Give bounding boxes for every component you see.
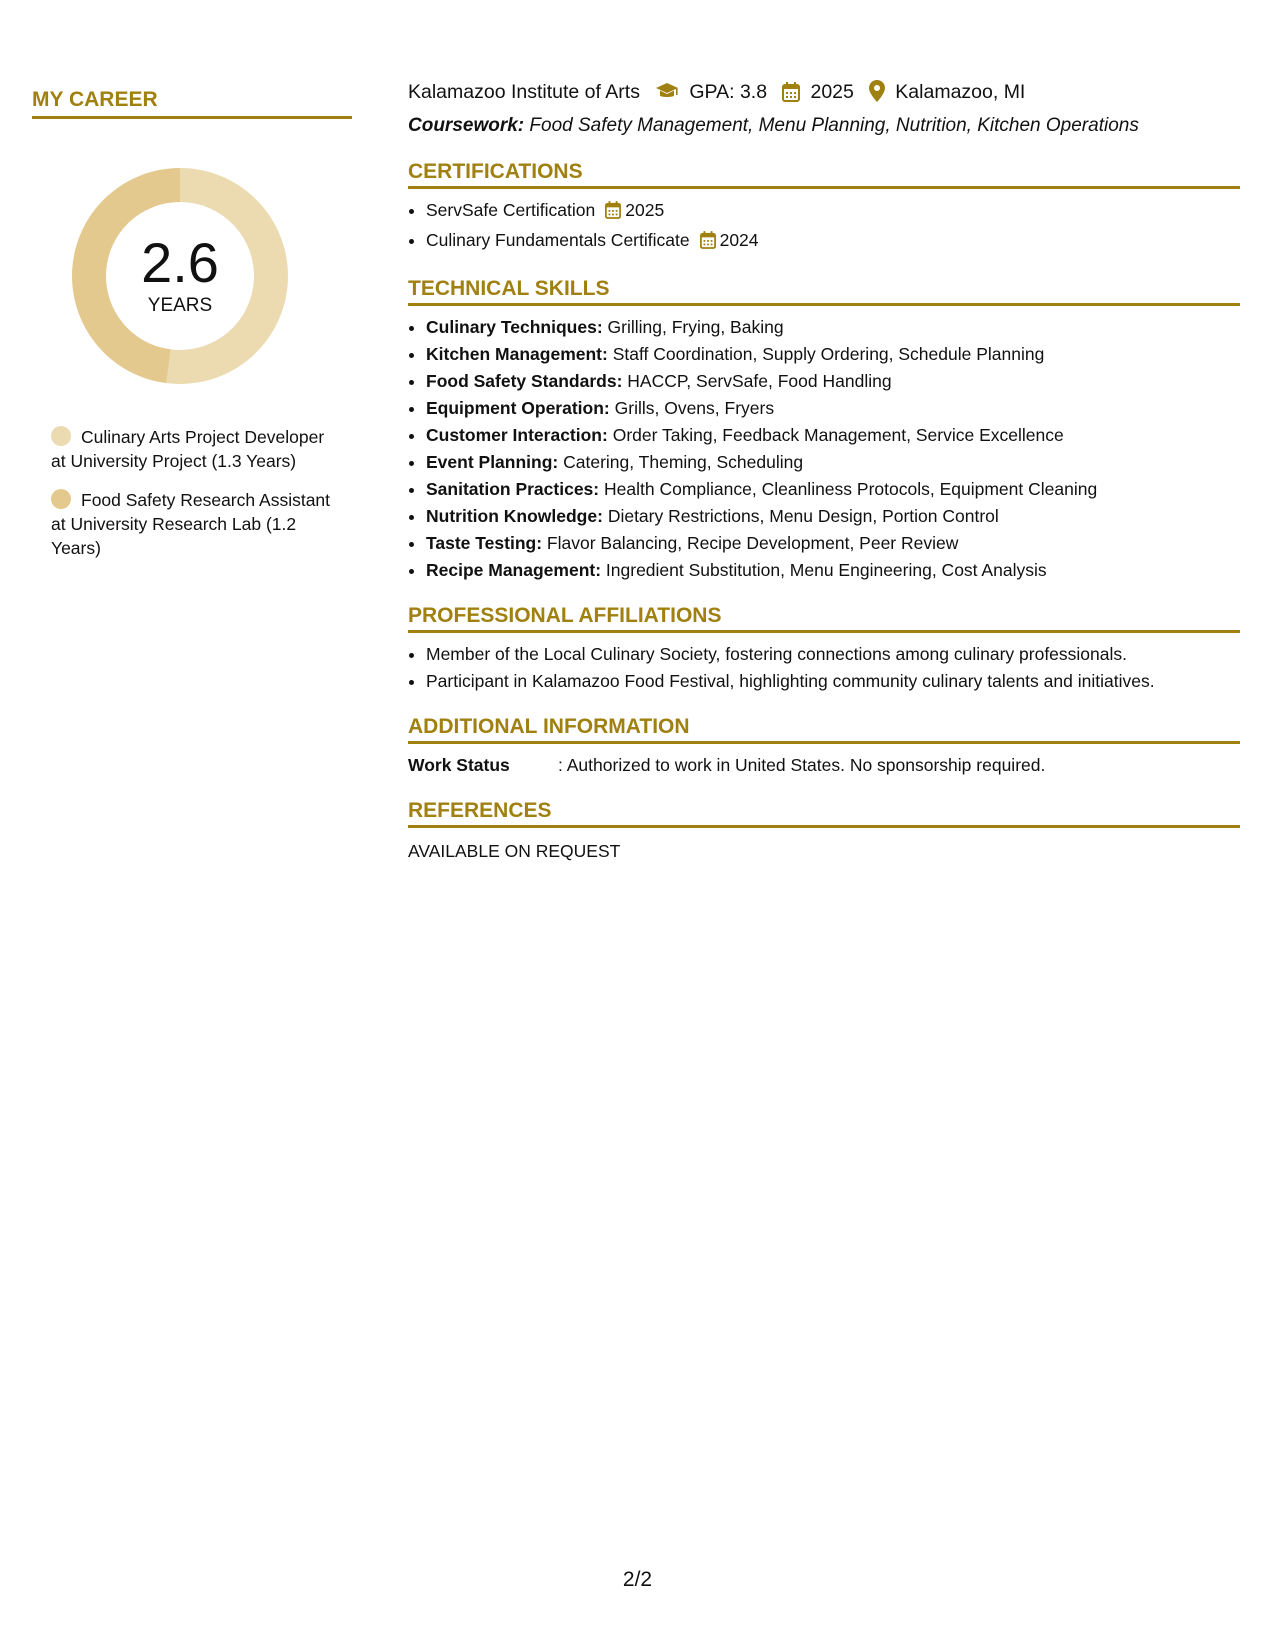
skill-value: Dietary Restrictions, Menu Design, Portion Control xyxy=(607,506,999,526)
skill-value: Ingredient Substitution, Menu Engineering, Cost Analysis xyxy=(605,560,1047,580)
legend-item xyxy=(51,488,341,560)
legend-item xyxy=(51,425,341,473)
additional-info-title: ADDITIONAL INFORMATION xyxy=(408,715,1240,744)
school-name: Kalamazoo Institute of Arts xyxy=(408,81,640,103)
coursework-line xyxy=(408,112,1240,140)
skill-value: HACCP, ServSafe, Food Handling xyxy=(627,371,892,391)
skill-label: Food Safety Standards: xyxy=(426,371,623,391)
skill-label: Sanitation Practices: xyxy=(426,479,600,499)
references-text: AVAILABLE ON REQUEST xyxy=(408,841,621,861)
list-item xyxy=(426,395,1240,422)
list-item xyxy=(426,341,1240,368)
certifications-section xyxy=(408,160,1240,257)
education-line xyxy=(408,76,1240,112)
skill-value: Grilling, Frying, Baking xyxy=(607,317,784,337)
location: Kalamazoo, MI xyxy=(895,81,1026,103)
skill-value: Staff Coordination, Supply Ordering, Schedule Planning xyxy=(612,344,1045,364)
skills-title: TECHNICAL SKILLS xyxy=(408,277,1240,306)
gpa: GPA: 3.8 xyxy=(689,81,768,103)
calendar-icon xyxy=(782,80,800,112)
skill-label: Equipment Operation: xyxy=(426,398,610,418)
skill-label: Customer Interaction: xyxy=(426,425,608,445)
skills-list xyxy=(408,314,1240,584)
list-item xyxy=(426,557,1240,584)
legend-label: Food Safety Research Assistant at University Research Lab (1.2 Years) xyxy=(51,490,331,558)
donut-center xyxy=(65,161,295,391)
list-item xyxy=(426,530,1240,557)
skill-value: Flavor Balancing, Recipe Development, Peer Review xyxy=(546,533,959,553)
additional-info-section xyxy=(408,715,1240,779)
skill-value: Catering, Theming, Scheduling xyxy=(563,452,804,472)
calendar-icon xyxy=(605,200,621,227)
list-item xyxy=(426,476,1240,503)
affiliations-list xyxy=(408,641,1240,695)
skill-label: Culinary Techniques: xyxy=(426,317,603,337)
skill-label: Kitchen Management: xyxy=(426,344,608,364)
coursework-label: Coursework: xyxy=(408,115,525,136)
skill-value: Order Taking, Feedback Management, Service Excellence xyxy=(612,425,1064,445)
skill-value: Grills, Ovens, Fryers xyxy=(614,398,775,418)
donut-unit-label: YEARS xyxy=(147,295,213,316)
career-title: MY CAREER xyxy=(32,88,352,119)
legend-label: Culinary Arts Project Developer at University Project (1.3 Years) xyxy=(51,427,325,471)
donut-total-value: 2.6 xyxy=(141,231,219,294)
affiliations-title: PROFESSIONAL AFFILIATIONS xyxy=(408,604,1240,633)
graduation-year: 2025 xyxy=(810,81,854,103)
list-item xyxy=(426,503,1240,530)
list-item xyxy=(426,197,1240,227)
graduation-cap-icon xyxy=(655,80,679,112)
career-legend xyxy=(51,425,341,560)
list-item xyxy=(426,422,1240,449)
career-donut-chart xyxy=(65,161,295,391)
legend-dot xyxy=(51,489,71,509)
list-item: • Member of the Local Culinary Society, fostering connections among culinary professionals. xyxy=(426,641,1240,668)
references-title: REFERENCES xyxy=(408,799,1240,828)
work-status-value: : Authorized to work in United States. No sponsorship required. xyxy=(558,755,1046,775)
legend-dot xyxy=(51,426,71,446)
certifications-title: CERTIFICATIONS xyxy=(408,160,1240,189)
main-column xyxy=(408,76,1240,865)
skill-label: Nutrition Knowledge: xyxy=(426,506,603,526)
list-item: • Participant in Kalamazoo Food Festival, highlighting community culinary talents and initiatives. xyxy=(426,668,1240,695)
list-item xyxy=(426,449,1240,476)
list-item xyxy=(426,227,1240,257)
affiliations-section xyxy=(408,604,1240,695)
certifications-list xyxy=(408,197,1240,257)
list-item xyxy=(426,368,1240,395)
location-pin-icon xyxy=(869,80,885,112)
skill-label: Event Planning: xyxy=(426,452,559,472)
skill-label: Recipe Management: xyxy=(426,560,602,580)
coursework-list: Food Safety Management, Menu Planning, Nutrition, Kitchen Operations xyxy=(529,115,1139,136)
work-status-label: Work Status xyxy=(408,755,510,775)
certification-year: 2024 xyxy=(719,230,759,250)
list-item xyxy=(426,314,1240,341)
career-sidebar xyxy=(32,88,352,575)
certification-year: 2025 xyxy=(625,200,665,220)
skill-value: Health Compliance, Cleanliness Protocols, Equipment Cleaning xyxy=(604,479,1098,499)
certification-name: ServSafe Certification xyxy=(426,200,596,220)
work-status-row xyxy=(408,752,1240,779)
skill-label: Taste Testing: xyxy=(426,533,543,553)
certification-name: Culinary Fundamentals Certificate xyxy=(426,230,690,250)
page-number: 2/2 xyxy=(622,1568,653,1591)
skills-section xyxy=(408,277,1240,584)
calendar-icon xyxy=(700,230,716,257)
references-section xyxy=(408,799,1240,865)
